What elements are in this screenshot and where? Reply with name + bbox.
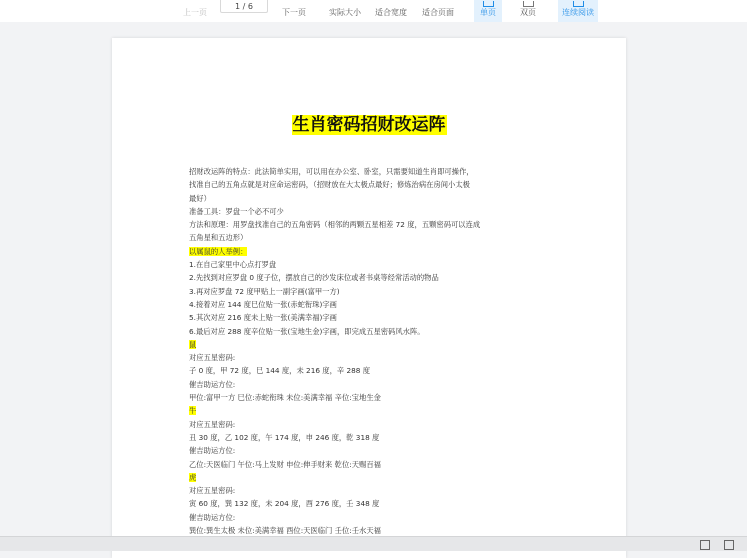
fit-width-label: 适合宽度: [375, 8, 407, 17]
viewer-toolbar: [0, 0, 747, 22]
next-page-button[interactable]: [279, 0, 309, 22]
double-page-label: 双页: [520, 8, 536, 17]
body-line: 6.最后对应 288 度辛位贴一张(宝地生金)字画，即完成五星密码风水阵。: [189, 326, 425, 336]
body-line: 3.再对应罗盘 72 度甲贴上一副字画(富甲一方): [189, 286, 340, 296]
zodiac-heading-ox: 牛: [189, 406, 197, 416]
document-title: 生肖密码招财改运阵: [292, 115, 446, 135]
body-line: 对应五星密码:: [189, 419, 236, 429]
document-page: [112, 38, 626, 558]
fit-width-button[interactable]: [372, 0, 410, 22]
body-line: 乙位:天医临门 午位:马上发财 申位:伸手财来 乾位:天赐百福: [189, 459, 381, 469]
continuous-read-label: 连续阅读: [562, 8, 594, 17]
body-line: 招财改运阵的特点：此法简单实用，可以用在办公室、卧室，只需要知道生肖即可操作，: [189, 167, 474, 176]
prev-page-button[interactable]: [180, 0, 210, 22]
double-page-button[interactable]: [514, 0, 542, 22]
body-line: 对应五星密码:: [189, 486, 236, 496]
body-line: 1.在自己家里中心点打罗盘: [189, 260, 277, 270]
document-body: [189, 165, 554, 537]
actual-size-label: 实际大小: [329, 8, 361, 17]
page-view-icon[interactable]: [700, 540, 710, 550]
status-bar: [0, 536, 747, 551]
document-title-wrap: [112, 110, 626, 135]
body-line: 方法和原理：用罗盘找准自己的五角密码（相邻的两颗五星相差 72 度，五颗密码可以连成: [189, 220, 481, 230]
continuous-read-icon: [573, 1, 584, 7]
single-page-label: 单页: [480, 8, 496, 17]
body-line: 对应五星密码:: [189, 353, 236, 363]
body-line: 催吉助运方位:: [189, 446, 236, 456]
body-line: 催吉助运方位:: [189, 512, 236, 522]
body-line: 催吉助运方位:: [189, 379, 236, 389]
page-indicator[interactable]: [220, 0, 268, 13]
body-line: 准备工具：罗盘一个必不可少: [189, 206, 284, 216]
single-page-button[interactable]: [474, 0, 502, 22]
body-line: 五角星和五边形）: [189, 233, 248, 243]
page-indicator-text: 1 / 6: [235, 1, 253, 11]
body-line: 甲位:富甲一方 巳位:赤蛇衔珠 未位:美满幸福 辛位:宝地生金: [189, 393, 381, 403]
body-line: 5.其次对应 216 度未上贴一张(美满幸福)字画: [189, 313, 337, 323]
double-page-icon: [523, 1, 534, 7]
body-line: 4.接着对应 144 度巳位贴一张(赤蛇衔珠)字画: [189, 299, 337, 309]
body-line: 2.先找到对应罗盘 0 度子位，摆放自己的沙发床位或者书桌等经常活动的物品: [189, 273, 439, 283]
next-page-label: 下一页: [282, 8, 306, 17]
highlighted-heading: 以属鼠的人举例：: [189, 246, 248, 256]
body-line: 最好）: [189, 193, 211, 203]
layout-icon[interactable]: [724, 540, 734, 550]
body-line: 寅 60 度，巽 132 度，未 204 度，酉 276 度，壬 348 度: [189, 499, 380, 509]
actual-size-button[interactable]: [326, 0, 364, 22]
zodiac-heading-tiger: 虎: [189, 472, 197, 482]
body-line: 丑 30 度，乙 102 度，午 174 度，申 246 度，乾 318 度: [189, 432, 380, 442]
zodiac-heading-rat: 鼠: [189, 339, 197, 349]
fit-page-button[interactable]: [419, 0, 457, 22]
fit-page-label: 适合页面: [422, 8, 454, 17]
prev-page-label: 上一页: [183, 8, 207, 17]
body-line: 子 0 度，甲 72 度，巳 144 度，未 216 度，辛 288 度: [189, 366, 371, 376]
continuous-read-button[interactable]: [558, 0, 598, 22]
body-line: 巽位:巽生太极 未位:美满幸福 酉位:天医临门 壬位:壬水天福: [189, 526, 381, 536]
single-page-icon: [483, 1, 494, 7]
body-line: 找准自己的五角点就是对应命运密码，（招财放在大太极点最好；修炼治病在房间小太极: [189, 180, 470, 190]
